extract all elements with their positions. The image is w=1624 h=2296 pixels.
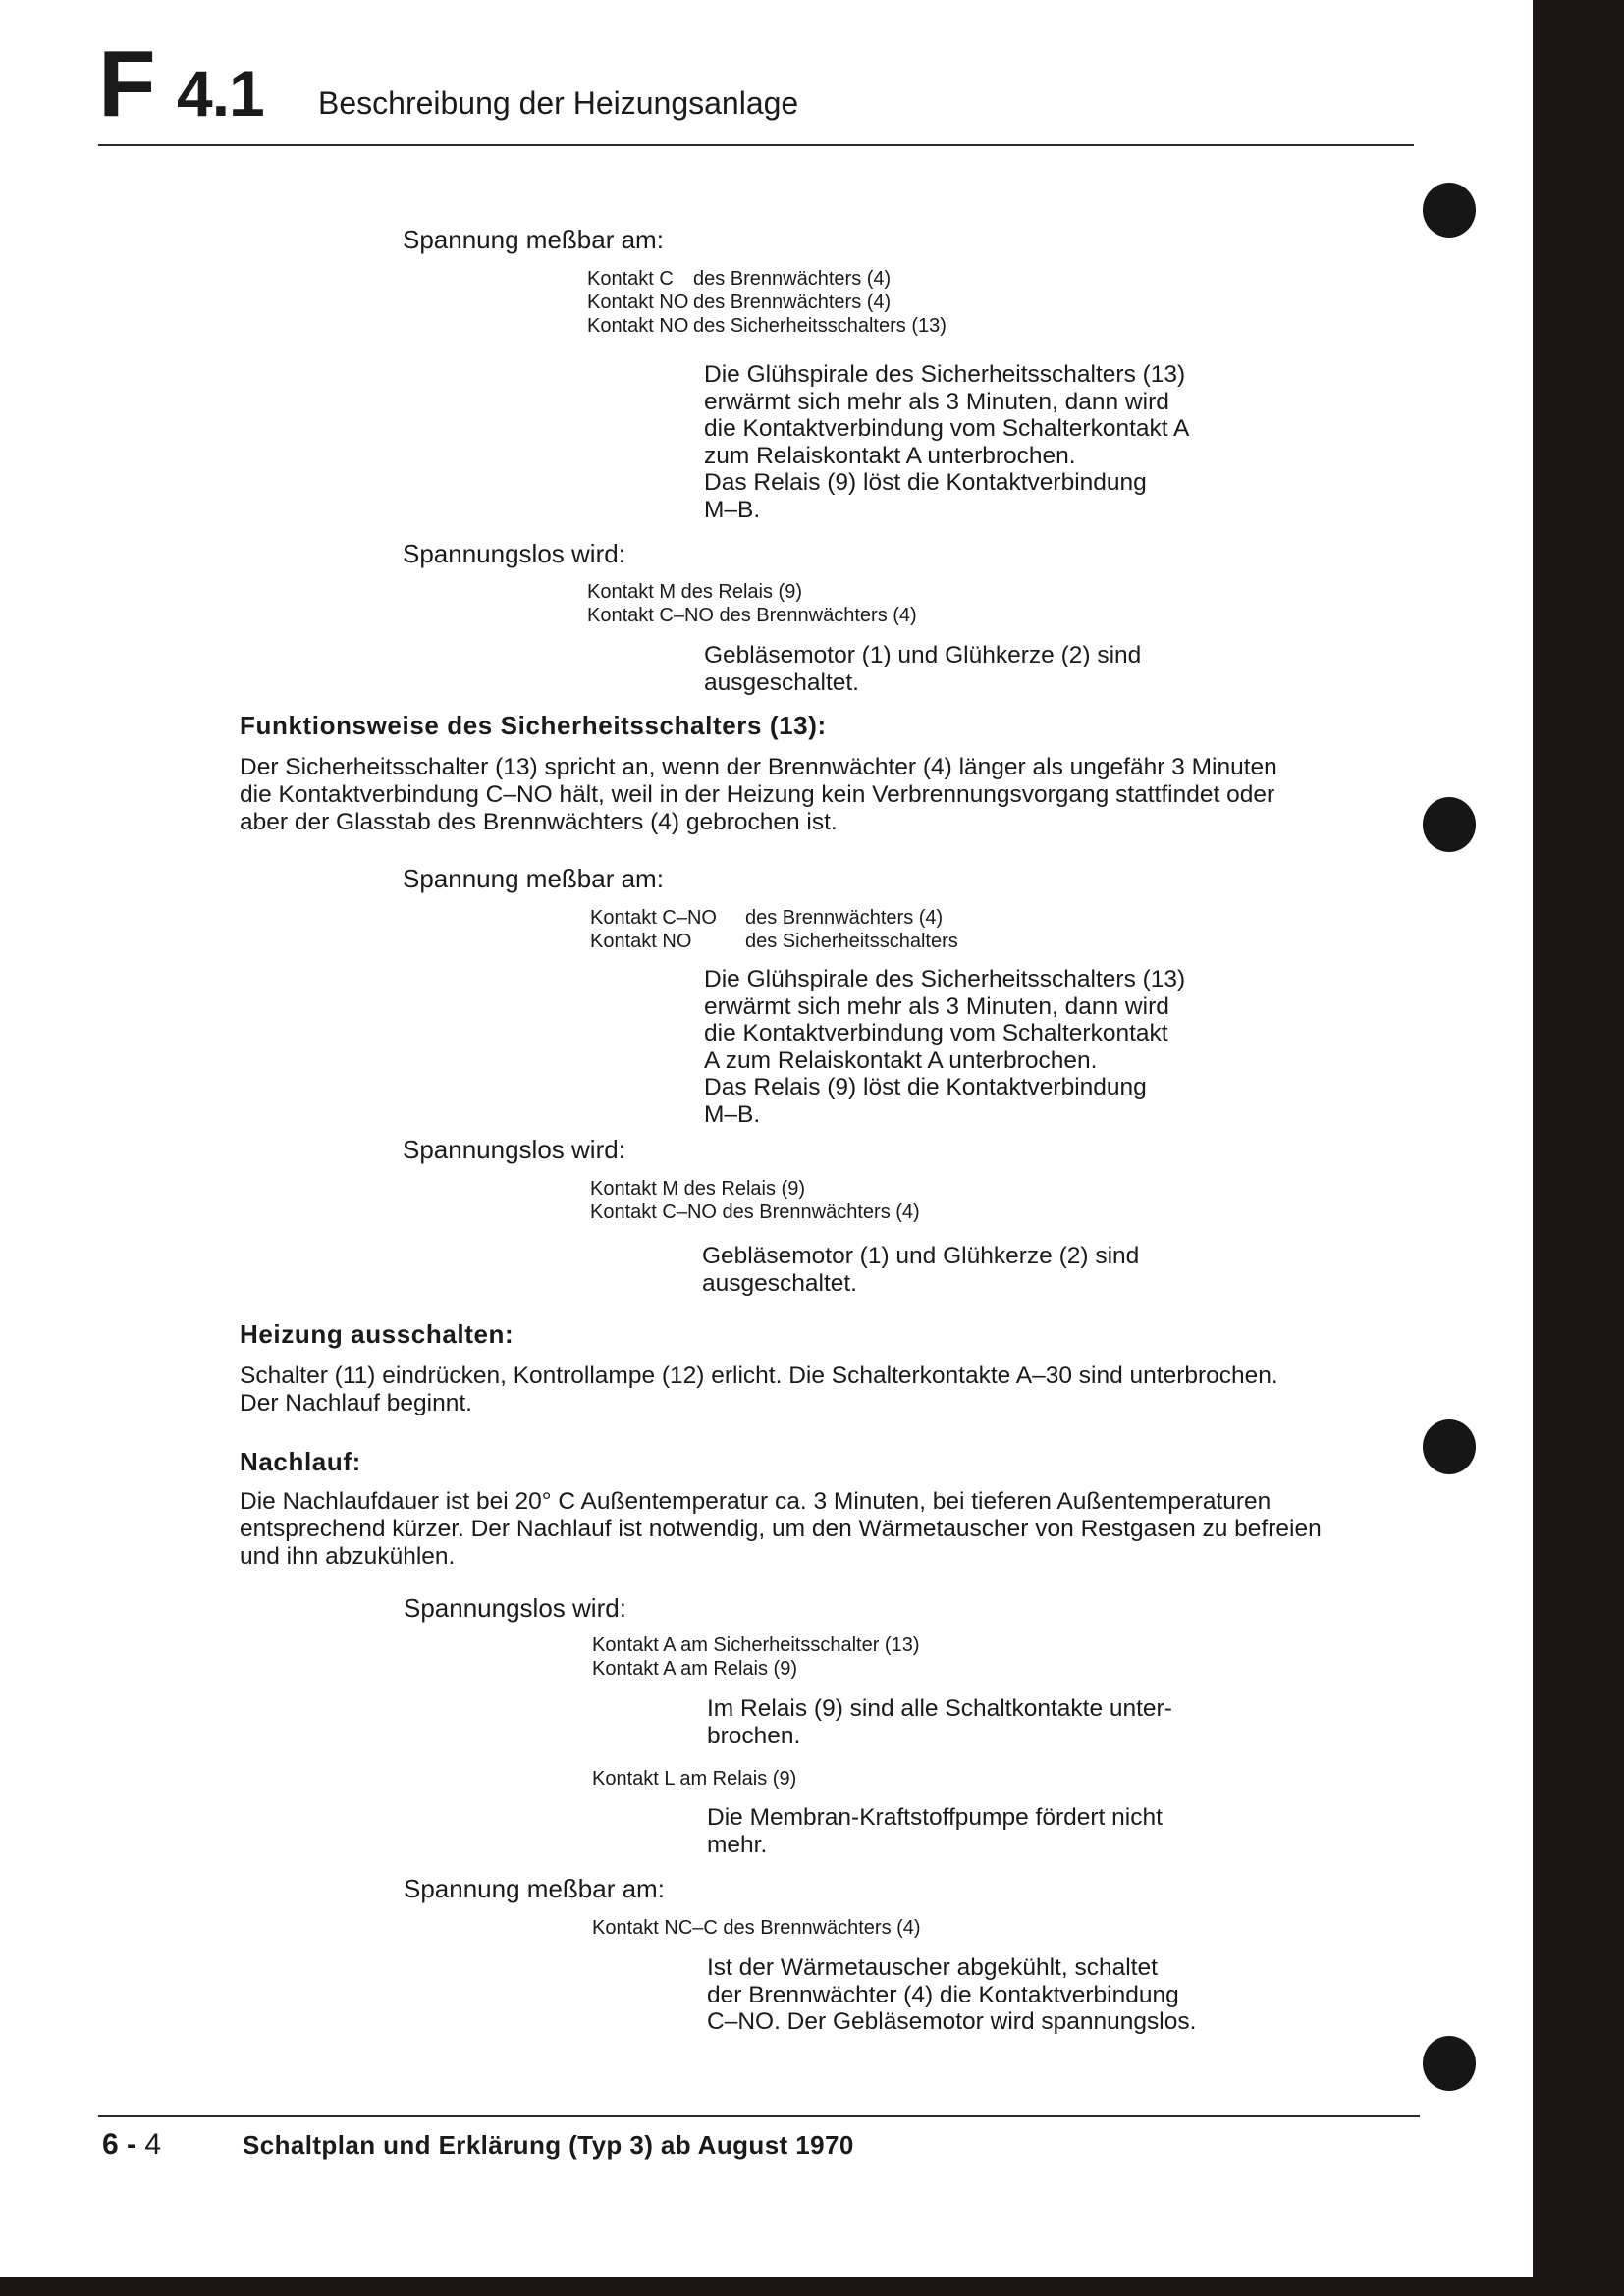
label-dead: Spannungslos wird: — [404, 1593, 626, 1623]
section-number: 4.1 — [177, 57, 264, 130]
scan-edge-bottom — [0, 2277, 1624, 2296]
section-heading: Heizung ausschalten: — [240, 1319, 514, 1349]
contact-line: Kontakt NO des Sicherheitsschalters (13) — [587, 315, 947, 337]
page-title: Beschreibung der Heizungsanlage — [318, 85, 799, 121]
body-paragraph: Die Nachlaufdauer ist bei 20° C Außentemperatur ca. 3 Minuten, bei tieferen Außentemperaturen entsprechend kürzer. Der Nachlauf ist notwendig, um den Wärmetauscher von Restgasen zu befreien und ihn abzukühlen. — [240, 1488, 1322, 1570]
punch-hole — [1423, 1419, 1476, 1474]
footer-text: Schaltplan und Erklärung (Typ 3) ab August 1970 — [243, 2130, 854, 2160]
label-dead: Spannungslos wird: — [403, 1135, 625, 1164]
relay-note: Im Relais (9) sind alle Schaltkontakte unter- brochen. — [707, 1695, 1172, 1749]
pump-note: Die Membran-Kraftstoffpumpe fördert nicht mehr. — [707, 1804, 1163, 1858]
contact-line: Kontakt C–NO des Brennwächters (4) — [590, 907, 944, 929]
contact-list: Kontakt M des Relais (9) Kontakt C–NO des Brennwächters (4) — [590, 1178, 920, 1223]
final-note: Ist der Wärmetauscher abgekühlt, schaltet der Brennwächter (4) die Kontaktverbindung C–NO. Der Gebläsemotor wird spannungslos. — [707, 1954, 1197, 2035]
chapter-letter: F — [98, 31, 154, 136]
label-measurable: Spannung meßbar am: — [404, 1874, 665, 1903]
explanation-text: Die Glühspirale des Sicherheitsschalters (13) erwärmt sich mehr als 3 Minuten, dann wird die Kontaktverbindung vom Schalterkontakt A zum Relaiskontakt A unterbrochen. Das Relais (9) löst die Kontaktverbindung M–B. — [704, 966, 1186, 1128]
contact-line: Kontakt L am Relais (9) — [592, 1768, 797, 1789]
body-paragraph: Der Sicherheitsschalter (13) spricht an, wenn der Brennwächter (4) länger als ungefähr 3 Minuten die Kontaktverbindung C–NO hält, weil in der Heizung kein Verbrennungsvorgang stattfindet oder aber der Glasstab des Brennwächters (4) gebrochen ist. — [240, 754, 1277, 835]
punch-hole — [1423, 183, 1476, 238]
explanation-text: Die Glühspirale des Sicherheitsschalters (13) erwärmt sich mehr als 3 Minuten, dann wird die Kontaktverbindung vom Schalterkontakt A zum Relaiskontakt A unterbrochen. Das Relais (9) löst die Kontaktverbindung M–B. — [704, 361, 1190, 523]
punch-hole — [1423, 2036, 1476, 2091]
label-dead: Spannungslos wird: — [403, 539, 625, 568]
scan-edge-right — [1533, 0, 1624, 2296]
footer-rule — [98, 2115, 1420, 2117]
body-paragraph: Schalter (11) eindrücken, Kontrollampe (12) erlicht. Die Schalterkontakte A–30 sind unterbrochen. Der Nachlauf beginnt. — [240, 1362, 1278, 1416]
result-text: Gebläsemotor (1) und Glühkerze (2) sind ausgeschaltet. — [702, 1243, 1140, 1297]
label-measurable: Spannung meßbar am: — [403, 864, 664, 893]
contact-list — [587, 267, 947, 338]
contact-line: Kontakt C des Brennwächters (4) — [587, 268, 892, 290]
contact-list: Kontakt A am Sicherheitsschalter (13) Kontakt A am Relais (9) — [592, 1634, 920, 1680]
result-text: Gebläsemotor (1) und Glühkerze (2) sind ausgeschaltet. — [704, 642, 1142, 696]
page-number: 6 - 4 — [102, 2128, 162, 2161]
punch-hole — [1423, 797, 1476, 852]
contact-line: Kontakt NO des Sicherheitsschalters — [590, 931, 958, 952]
contact-list: Kontakt M des Relais (9) Kontakt C–NO des Brennwächters (4) — [587, 581, 917, 626]
contact-line: Kontakt NO des Brennwächters (4) — [587, 292, 892, 313]
contact-line: Kontakt NC–C des Brennwächters (4) — [592, 1917, 921, 1939]
contact-list — [590, 906, 958, 953]
section-heading: Nachlauf: — [240, 1447, 361, 1476]
header-rule — [98, 144, 1414, 146]
label-measurable: Spannung meßbar am: — [403, 225, 664, 254]
section-heading: Funktionsweise des Sicherheitsschalters (13): — [240, 711, 827, 740]
